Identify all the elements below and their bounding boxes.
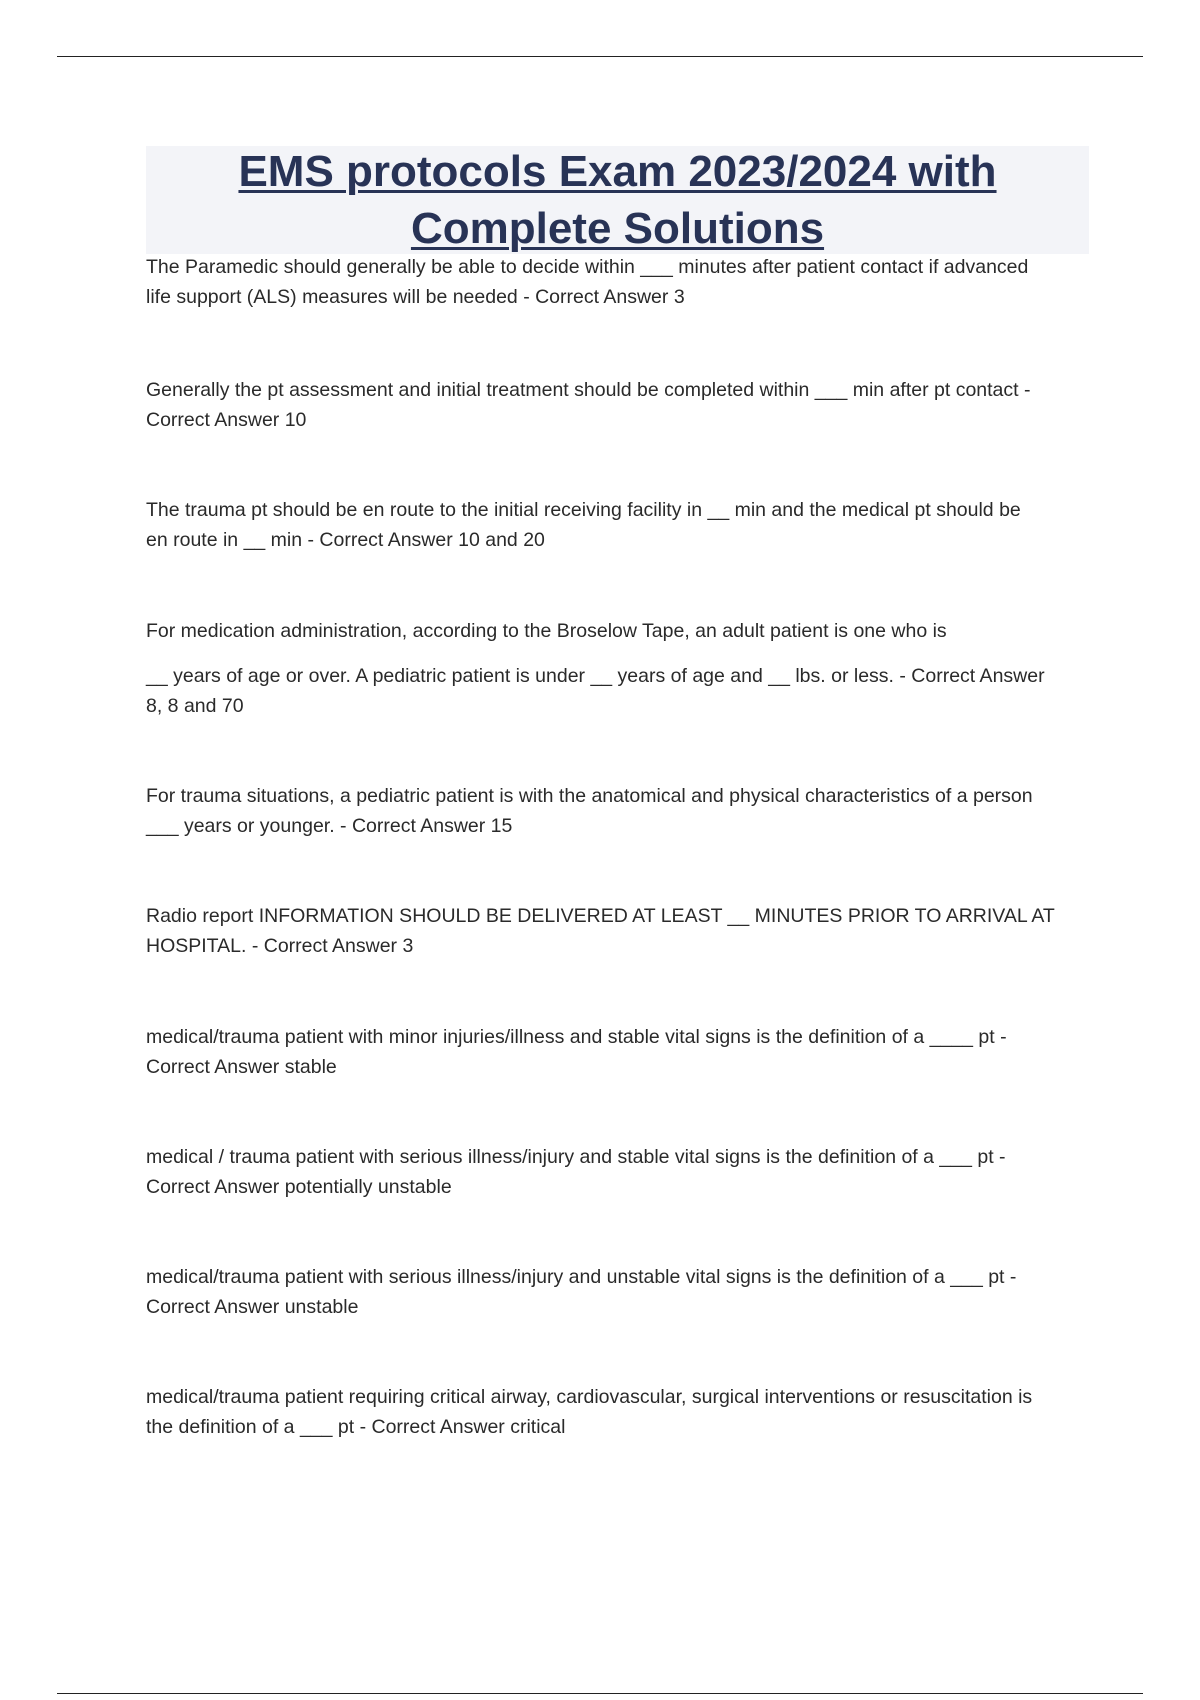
qa-line: medical/trauma patient with minor injuries/illness and stable vital signs is the definition of a ____ pt - — [146, 1026, 1007, 1048]
qa-line: ___ years or younger. - Correct Answer 15 — [146, 815, 513, 837]
qa-item-5 — [146, 661, 1096, 721]
qa-item-8 — [146, 1022, 1096, 1082]
qa-line: medical / trauma patient with serious illness/injury and stable vital signs is the definition of a ___ pt - — [146, 1146, 1006, 1168]
qa-line: HOSPITAL. - Correct Answer 3 — [146, 935, 414, 957]
qa-line: life support (ALS) measures will be needed - Correct Answer 3 — [146, 286, 685, 308]
qa-line: For trauma situations, a pediatric patient is with the anatomical and physical characteristics of a person — [146, 785, 1033, 807]
qa-line: __ years of age or over. A pediatric patient is under __ years of age and __ lbs. or less. - Correct Answer — [146, 665, 1045, 687]
qa-line: Radio report INFORMATION SHOULD BE DELIVERED AT LEAST __ MINUTES PRIOR TO ARRIVAL AT — [146, 905, 1055, 927]
qa-line: For medication administration, according to the Broselow Tape, an adult patient is one who is — [146, 620, 947, 642]
qa-line: Correct Answer 10 — [146, 409, 307, 431]
qa-line: 8, 8 and 70 — [146, 695, 244, 717]
qa-item-3 — [146, 495, 1096, 555]
qa-item-7 — [146, 901, 1096, 961]
qa-item-6 — [146, 781, 1096, 841]
document-title: EMS protocols Exam 2023/2024 with Complete Solutions — [238, 147, 997, 253]
qa-line: Correct Answer unstable — [146, 1296, 359, 1318]
qa-line: The trauma pt should be en route to the initial receiving facility in __ min and the medical pt should be — [146, 499, 1021, 521]
qa-item-2 — [146, 375, 1096, 435]
qa-line: medical/trauma patient with serious illness/injury and unstable vital signs is the definition of a ___ pt - — [146, 1266, 1017, 1288]
qa-item-9 — [146, 1142, 1096, 1202]
footer-rule — [57, 1693, 1143, 1694]
qa-item-10 — [146, 1262, 1096, 1322]
qa-line: en route in __ min - Correct Answer 10 and 20 — [146, 529, 545, 551]
qa-line: The Paramedic should generally be able to decide within ___ minutes after patient contact if advanced — [146, 256, 1029, 278]
qa-item-4 — [146, 616, 1096, 646]
qa-line: Correct Answer potentially unstable — [146, 1176, 452, 1198]
qa-line: the definition of a ___ pt - Correct Answer critical — [146, 1416, 566, 1438]
qa-line: Generally the pt assessment and initial treatment should be completed within ___ min after pt contact - — [146, 379, 1031, 401]
qa-line: medical/trauma patient requiring critical airway, cardiovascular, surgical interventions or resuscitation is — [146, 1386, 1033, 1408]
qa-item-11 — [146, 1382, 1096, 1442]
qa-item-1 — [146, 252, 1096, 312]
qa-line: Correct Answer stable — [146, 1056, 337, 1078]
header-rule — [57, 56, 1143, 57]
